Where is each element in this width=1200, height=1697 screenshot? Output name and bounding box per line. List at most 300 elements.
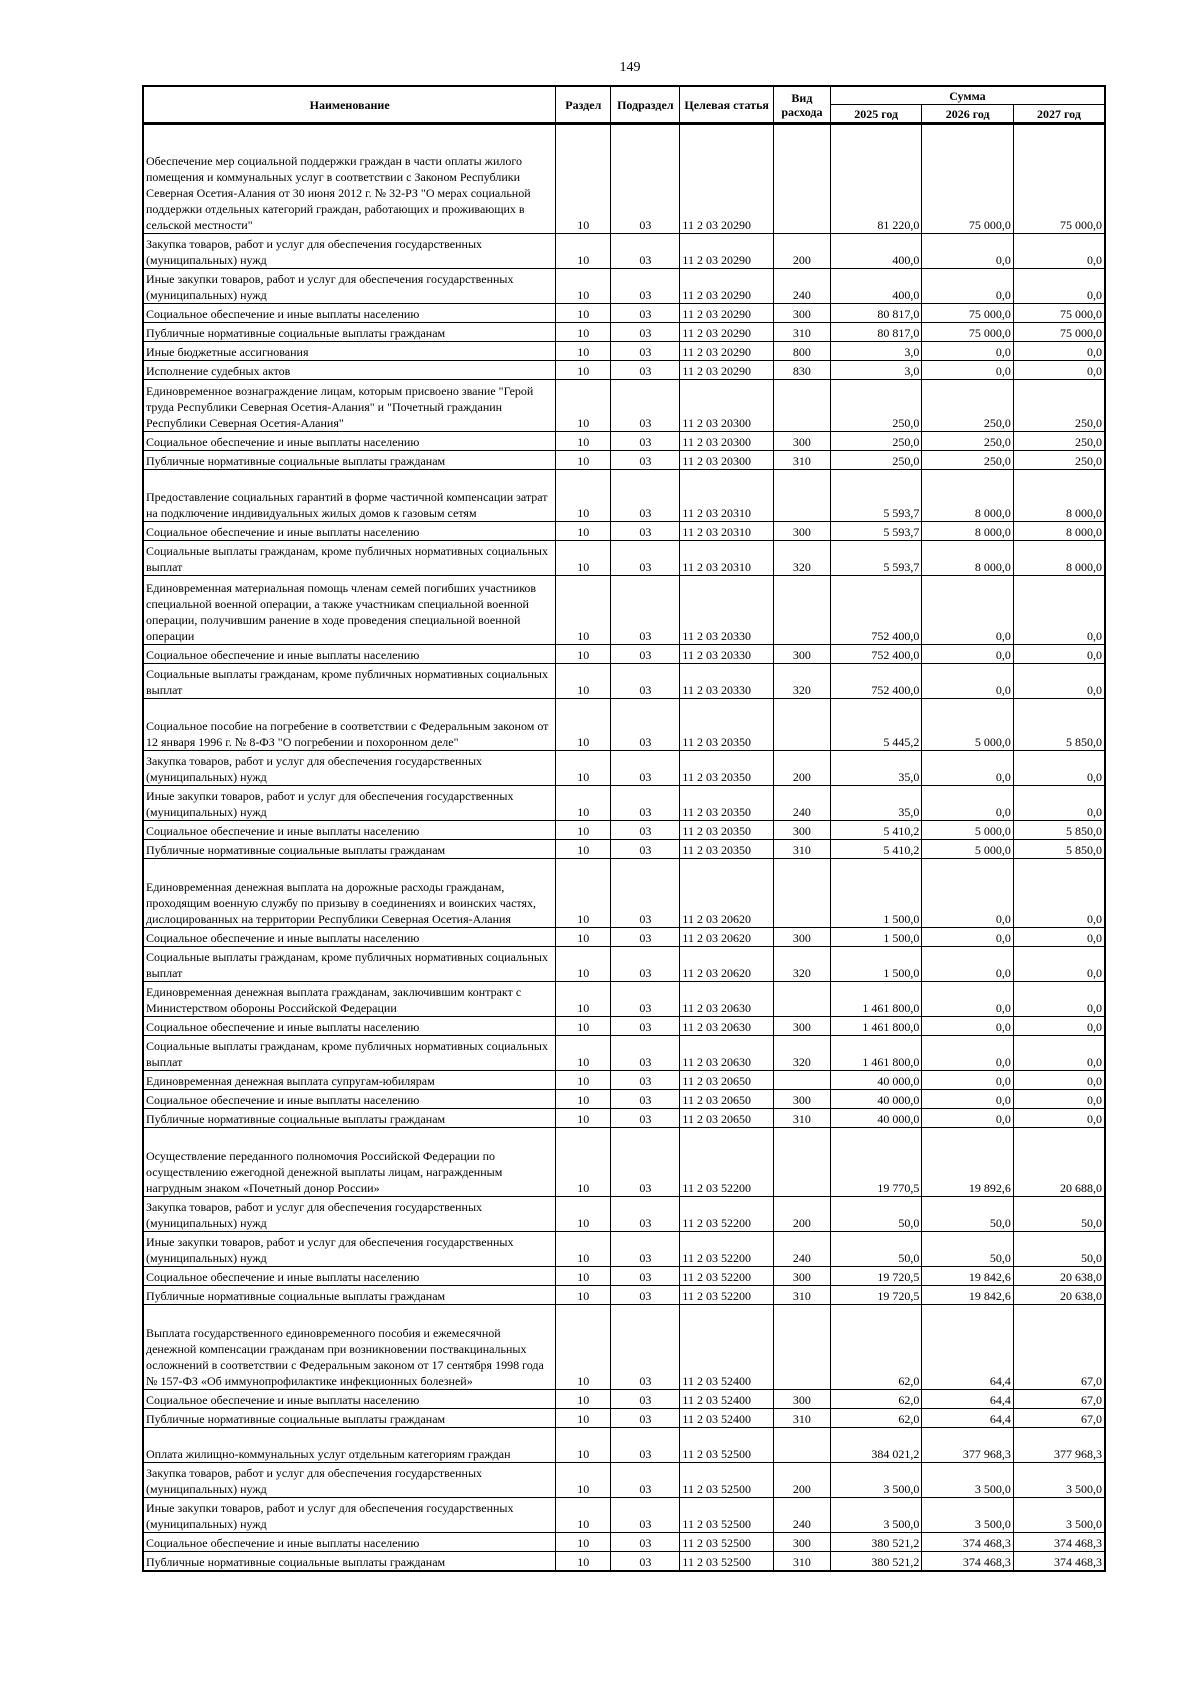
table-row <box>143 821 1105 840</box>
table-row <box>143 541 1105 576</box>
table-row <box>143 269 1105 304</box>
row-target: 11 2 03 20310 <box>680 470 774 522</box>
row-name: Публичные нормативные социальные выплаты гражданам <box>143 1109 556 1128</box>
table-row <box>143 1533 1105 1552</box>
row-amount-2026: 8 000,0 <box>922 470 1014 522</box>
table-row <box>143 859 1105 928</box>
row-subsection: 03 <box>611 1390 680 1409</box>
row-kind <box>773 576 830 645</box>
row-section: 10 <box>556 451 611 470</box>
row-section: 10 <box>556 269 611 304</box>
row-subsection: 03 <box>611 1552 680 1571</box>
row-name: Закупка товаров, работ и услуг для обеспечения государственных (муниципальных) нужд <box>143 751 556 786</box>
row-amount-2026: 0,0 <box>922 947 1014 982</box>
row-amount-2026: 0,0 <box>922 576 1014 645</box>
row-amount-2025: 62,0 <box>830 1390 922 1409</box>
row-amount-2026: 3 500,0 <box>922 1498 1014 1533</box>
row-section: 10 <box>556 361 611 380</box>
table-row <box>143 1390 1105 1409</box>
row-name: Социальное обеспечение и иные выплаты населению <box>143 1390 556 1409</box>
row-subsection: 03 <box>611 699 680 751</box>
row-kind: 300 <box>773 928 830 947</box>
row-target: 11 2 03 20290 <box>680 234 774 269</box>
row-amount-2025: 5 593,7 <box>830 541 922 576</box>
row-section: 10 <box>556 1463 611 1498</box>
row-name: Социальные выплаты гражданам, кроме публичных нормативных социальных выплат <box>143 947 556 982</box>
table-row <box>143 432 1105 451</box>
row-kind: 240 <box>773 1498 830 1533</box>
header-target: Целевая статья <box>680 86 774 124</box>
row-amount-2026: 0,0 <box>922 982 1014 1017</box>
row-section: 10 <box>556 928 611 947</box>
row-name: Публичные нормативные социальные выплаты гражданам <box>143 1409 556 1428</box>
table-row <box>143 361 1105 380</box>
row-amount-2027: 0,0 <box>1013 947 1105 982</box>
row-kind: 310 <box>773 1409 830 1428</box>
row-amount-2025: 19 720,5 <box>830 1286 922 1305</box>
table-row <box>143 1197 1105 1232</box>
row-section: 10 <box>556 1267 611 1286</box>
table-row <box>143 1071 1105 1090</box>
row-name: Публичные нормативные социальные выплаты гражданам <box>143 840 556 859</box>
row-name: Социальное обеспечение и иные выплаты населению <box>143 1533 556 1552</box>
row-target: 11 2 03 20330 <box>680 576 774 645</box>
row-kind <box>773 470 830 522</box>
row-amount-2026: 0,0 <box>922 234 1014 269</box>
row-target: 11 2 03 52200 <box>680 1286 774 1305</box>
row-target: 11 2 03 52200 <box>680 1232 774 1267</box>
row-name: Социальные выплаты гражданам, кроме публичных нормативных социальных выплат <box>143 1036 556 1071</box>
row-subsection: 03 <box>611 1109 680 1128</box>
row-name: Иные закупки товаров, работ и услуг для обеспечения государственных (муниципальных) нужд <box>143 269 556 304</box>
table-row <box>143 947 1105 982</box>
row-amount-2025: 19 770,5 <box>830 1128 922 1197</box>
row-name: Социальные выплаты гражданам, кроме публичных нормативных социальных выплат <box>143 664 556 699</box>
row-amount-2027: 5 850,0 <box>1013 840 1105 859</box>
row-amount-2026: 19 892,6 <box>922 1128 1014 1197</box>
row-subsection: 03 <box>611 432 680 451</box>
row-name: Социальное обеспечение и иные выплаты населению <box>143 821 556 840</box>
row-name: Социальное обеспечение и иные выплаты населению <box>143 1017 556 1036</box>
row-amount-2026: 0,0 <box>922 786 1014 821</box>
row-kind: 200 <box>773 234 830 269</box>
row-amount-2026: 374 468,3 <box>922 1533 1014 1552</box>
header-kind: Вид расхода <box>773 86 830 124</box>
row-amount-2027: 0,0 <box>1013 361 1105 380</box>
row-target: 11 2 03 52500 <box>680 1428 774 1463</box>
row-amount-2025: 40 000,0 <box>830 1071 922 1090</box>
row-target: 11 2 03 20350 <box>680 751 774 786</box>
header-subsection: Подраздел <box>611 86 680 124</box>
row-kind: 200 <box>773 1463 830 1498</box>
row-target: 11 2 03 20300 <box>680 380 774 432</box>
row-kind: 240 <box>773 1232 830 1267</box>
row-section: 10 <box>556 982 611 1017</box>
row-amount-2027: 374 468,3 <box>1013 1552 1105 1571</box>
row-section: 10 <box>556 1498 611 1533</box>
row-amount-2025: 1 461 800,0 <box>830 982 922 1017</box>
row-section: 10 <box>556 323 611 342</box>
row-name: Единовременная денежная выплата гражданам, заключившим контракт с Министерством обороны Российской Федерации <box>143 982 556 1017</box>
row-target: 11 2 03 52200 <box>680 1128 774 1197</box>
row-amount-2025: 62,0 <box>830 1409 922 1428</box>
row-amount-2027: 67,0 <box>1013 1305 1105 1390</box>
row-name: Единовременная денежная выплата на дорожные расходы гражданам, проходящим военную службу по призыву в соединениях и воинских частях, дислоцированных на территории Республики Северная Осетия-Алания <box>143 859 556 928</box>
row-target: 11 2 03 20290 <box>680 342 774 361</box>
row-amount-2027: 67,0 <box>1013 1409 1105 1428</box>
row-kind <box>773 124 830 234</box>
row-amount-2025: 35,0 <box>830 751 922 786</box>
row-target: 11 2 03 52400 <box>680 1409 774 1428</box>
row-amount-2025: 80 817,0 <box>830 323 922 342</box>
row-amount-2026: 0,0 <box>922 664 1014 699</box>
row-kind: 300 <box>773 1390 830 1409</box>
row-subsection: 03 <box>611 1267 680 1286</box>
row-amount-2027: 0,0 <box>1013 786 1105 821</box>
row-subsection: 03 <box>611 1498 680 1533</box>
table-row <box>143 982 1105 1017</box>
table-row <box>143 323 1105 342</box>
row-amount-2026: 19 842,6 <box>922 1286 1014 1305</box>
row-amount-2025: 3,0 <box>830 342 922 361</box>
row-section: 10 <box>556 786 611 821</box>
row-amount-2027: 5 850,0 <box>1013 821 1105 840</box>
row-target: 11 2 03 20290 <box>680 269 774 304</box>
row-amount-2027: 67,0 <box>1013 1390 1105 1409</box>
row-amount-2025: 62,0 <box>830 1305 922 1390</box>
row-target: 11 2 03 20290 <box>680 304 774 323</box>
row-amount-2027: 50,0 <box>1013 1232 1105 1267</box>
row-amount-2025: 1 500,0 <box>830 928 922 947</box>
row-amount-2026: 64,4 <box>922 1305 1014 1390</box>
table-row <box>143 470 1105 522</box>
row-section: 10 <box>556 1232 611 1267</box>
row-kind: 310 <box>773 1109 830 1128</box>
row-amount-2025: 250,0 <box>830 432 922 451</box>
row-target: 11 2 03 20300 <box>680 451 774 470</box>
row-section: 10 <box>556 1071 611 1090</box>
row-amount-2027: 0,0 <box>1013 234 1105 269</box>
row-amount-2026: 377 968,3 <box>922 1428 1014 1463</box>
row-target: 11 2 03 20630 <box>680 1036 774 1071</box>
table-row <box>143 576 1105 645</box>
header-year-2026: 2026 год <box>922 105 1014 124</box>
table-row <box>143 451 1105 470</box>
row-subsection: 03 <box>611 323 680 342</box>
row-section: 10 <box>556 304 611 323</box>
row-kind: 310 <box>773 1552 830 1571</box>
row-kind: 240 <box>773 269 830 304</box>
row-amount-2027: 3 500,0 <box>1013 1463 1105 1498</box>
row-subsection: 03 <box>611 840 680 859</box>
row-subsection: 03 <box>611 928 680 947</box>
table-row <box>143 1090 1105 1109</box>
row-kind: 310 <box>773 451 830 470</box>
row-amount-2025: 384 021,2 <box>830 1428 922 1463</box>
table-row <box>143 1036 1105 1071</box>
row-amount-2027: 3 500,0 <box>1013 1498 1105 1533</box>
row-subsection: 03 <box>611 124 680 234</box>
row-section: 10 <box>556 1090 611 1109</box>
row-amount-2027: 0,0 <box>1013 1090 1105 1109</box>
row-amount-2026: 250,0 <box>922 432 1014 451</box>
page-number: 149 <box>619 60 641 75</box>
row-amount-2027: 50,0 <box>1013 1197 1105 1232</box>
row-target: 11 2 03 20290 <box>680 323 774 342</box>
row-subsection: 03 <box>611 470 680 522</box>
table-row <box>143 1286 1105 1305</box>
row-amount-2026: 0,0 <box>922 1090 1014 1109</box>
row-subsection: 03 <box>611 1533 680 1552</box>
row-name: Иные бюджетные ассигнования <box>143 342 556 361</box>
row-target: 11 2 03 20350 <box>680 821 774 840</box>
row-name: Выплата государственного единовременного пособия и ежемесячной денежной компенсации гражданам при возникновении поствакцинальных осложнений в соответствии с Федеральным законом от 17 сентября 1998 года № 157-ФЗ «Об иммунопрофилактике инфекционных болезней» <box>143 1305 556 1390</box>
row-name: Единовременное вознаграждение лицам, которым присвоено звание "Герой труда Республики Северная Осетия-Алания" и "Почетный гражданин Республики Северная Осетия-Алания" <box>143 380 556 432</box>
row-section: 10 <box>556 124 611 234</box>
row-kind: 200 <box>773 751 830 786</box>
table-row <box>143 1232 1105 1267</box>
row-amount-2026: 75 000,0 <box>922 323 1014 342</box>
row-amount-2026: 3 500,0 <box>922 1463 1014 1498</box>
row-amount-2026: 64,4 <box>922 1409 1014 1428</box>
row-name: Закупка товаров, работ и услуг для обеспечения государственных (муниципальных) нужд <box>143 1463 556 1498</box>
row-amount-2027: 20 638,0 <box>1013 1267 1105 1286</box>
row-target: 11 2 03 20350 <box>680 786 774 821</box>
row-target: 11 2 03 20650 <box>680 1109 774 1128</box>
row-subsection: 03 <box>611 576 680 645</box>
row-section: 10 <box>556 1390 611 1409</box>
row-amount-2026: 0,0 <box>922 1036 1014 1071</box>
row-subsection: 03 <box>611 1197 680 1232</box>
row-target: 11 2 03 20290 <box>680 124 774 234</box>
row-amount-2025: 250,0 <box>830 380 922 432</box>
table-row <box>143 1498 1105 1533</box>
table-row <box>143 840 1105 859</box>
row-kind: 300 <box>773 821 830 840</box>
table-row <box>143 1305 1105 1390</box>
row-amount-2026: 19 842,6 <box>922 1267 1014 1286</box>
header-year-2025: 2025 год <box>830 105 922 124</box>
table-row <box>143 522 1105 541</box>
row-target: 11 2 03 52200 <box>680 1197 774 1232</box>
row-target: 11 2 03 20630 <box>680 982 774 1017</box>
table-row <box>143 699 1105 751</box>
row-kind: 320 <box>773 541 830 576</box>
row-subsection: 03 <box>611 821 680 840</box>
row-amount-2025: 3 500,0 <box>830 1463 922 1498</box>
row-target: 11 2 03 52500 <box>680 1498 774 1533</box>
row-name: Закупка товаров, работ и услуг для обеспечения государственных (муниципальных) нужд <box>143 234 556 269</box>
row-amount-2025: 5 410,2 <box>830 840 922 859</box>
row-amount-2027: 0,0 <box>1013 1036 1105 1071</box>
budget-table <box>142 85 1106 1572</box>
row-amount-2025: 752 400,0 <box>830 645 922 664</box>
row-target: 11 2 03 20330 <box>680 645 774 664</box>
row-amount-2026: 75 000,0 <box>922 304 1014 323</box>
table-row <box>143 786 1105 821</box>
row-amount-2026: 8 000,0 <box>922 522 1014 541</box>
row-name: Оплата жилищно-коммунальных услуг отдельным категориям граждан <box>143 1428 556 1463</box>
table-row <box>143 304 1105 323</box>
row-amount-2027: 0,0 <box>1013 342 1105 361</box>
row-target: 11 2 03 20290 <box>680 361 774 380</box>
row-name: Публичные нормативные социальные выплаты гражданам <box>143 451 556 470</box>
row-kind: 320 <box>773 947 830 982</box>
row-subsection: 03 <box>611 1409 680 1428</box>
row-target: 11 2 03 20310 <box>680 522 774 541</box>
row-amount-2025: 5 593,7 <box>830 470 922 522</box>
row-amount-2027: 5 850,0 <box>1013 699 1105 751</box>
row-amount-2025: 3,0 <box>830 361 922 380</box>
row-section: 10 <box>556 1109 611 1128</box>
row-section: 10 <box>556 947 611 982</box>
row-amount-2026: 0,0 <box>922 751 1014 786</box>
row-name: Социальное обеспечение и иные выплаты населению <box>143 1090 556 1109</box>
row-amount-2027: 374 468,3 <box>1013 1533 1105 1552</box>
row-amount-2027: 0,0 <box>1013 1109 1105 1128</box>
row-amount-2027: 8 000,0 <box>1013 522 1105 541</box>
row-amount-2025: 250,0 <box>830 451 922 470</box>
row-kind: 310 <box>773 1286 830 1305</box>
row-amount-2026: 250,0 <box>922 380 1014 432</box>
row-name: Социальное обеспечение и иные выплаты населению <box>143 928 556 947</box>
row-subsection: 03 <box>611 982 680 1017</box>
row-name: Предоставление социальных гарантий в форме частичной компенсации затрат на подключение индивидуальных жилых домов к газовым сетям <box>143 470 556 522</box>
row-kind: 240 <box>773 786 830 821</box>
table-row <box>143 234 1105 269</box>
row-amount-2027: 0,0 <box>1013 751 1105 786</box>
row-amount-2025: 400,0 <box>830 234 922 269</box>
row-amount-2027: 250,0 <box>1013 451 1105 470</box>
row-kind: 300 <box>773 1267 830 1286</box>
row-name: Обеспечение мер социальной поддержки граждан в части оплаты жилого помещения и коммунальных услуг в соответствии с Законом Республики Северная Осетия-Алания от 30 июня 2012 г. № 32-РЗ "О мерах социальной поддержки отдельных категорий граждан, работающих и проживающих в сельской местности" <box>143 124 556 234</box>
row-section: 10 <box>556 432 611 451</box>
row-kind: 800 <box>773 342 830 361</box>
row-amount-2025: 40 000,0 <box>830 1109 922 1128</box>
row-name: Публичные нормативные социальные выплаты гражданам <box>143 1552 556 1571</box>
row-amount-2027: 0,0 <box>1013 859 1105 928</box>
row-amount-2026: 0,0 <box>922 1071 1014 1090</box>
row-kind: 320 <box>773 664 830 699</box>
row-section: 10 <box>556 1428 611 1463</box>
row-amount-2027: 8 000,0 <box>1013 541 1105 576</box>
table-row <box>143 1552 1105 1571</box>
row-kind: 300 <box>773 645 830 664</box>
row-kind <box>773 982 830 1017</box>
table-row <box>143 751 1105 786</box>
row-amount-2027: 250,0 <box>1013 380 1105 432</box>
row-section: 10 <box>556 821 611 840</box>
row-kind: 200 <box>773 1197 830 1232</box>
row-section: 10 <box>556 234 611 269</box>
row-kind: 830 <box>773 361 830 380</box>
row-section: 10 <box>556 522 611 541</box>
row-subsection: 03 <box>611 342 680 361</box>
row-subsection: 03 <box>611 234 680 269</box>
row-amount-2026: 0,0 <box>922 269 1014 304</box>
row-subsection: 03 <box>611 859 680 928</box>
row-target: 11 2 03 20620 <box>680 947 774 982</box>
row-amount-2026: 5 000,0 <box>922 821 1014 840</box>
header-name: Наименование <box>143 86 556 124</box>
row-target: 11 2 03 52200 <box>680 1267 774 1286</box>
row-subsection: 03 <box>611 361 680 380</box>
row-section: 10 <box>556 576 611 645</box>
row-amount-2025: 19 720,5 <box>830 1267 922 1286</box>
row-subsection: 03 <box>611 751 680 786</box>
row-target: 11 2 03 20650 <box>680 1090 774 1109</box>
row-amount-2027: 75 000,0 <box>1013 304 1105 323</box>
row-target: 11 2 03 20620 <box>680 859 774 928</box>
row-amount-2027: 0,0 <box>1013 1017 1105 1036</box>
table-row <box>143 664 1105 699</box>
row-kind: 300 <box>773 432 830 451</box>
row-amount-2026: 0,0 <box>922 928 1014 947</box>
row-name: Иные закупки товаров, работ и услуг для обеспечения государственных (муниципальных) нужд <box>143 786 556 821</box>
row-target: 11 2 03 52500 <box>680 1552 774 1571</box>
row-section: 10 <box>556 664 611 699</box>
row-section: 10 <box>556 840 611 859</box>
row-subsection: 03 <box>611 786 680 821</box>
row-subsection: 03 <box>611 269 680 304</box>
row-amount-2027: 8 000,0 <box>1013 470 1105 522</box>
row-amount-2027: 377 968,3 <box>1013 1428 1105 1463</box>
row-kind: 320 <box>773 1036 830 1071</box>
row-amount-2026: 8 000,0 <box>922 541 1014 576</box>
row-kind: 300 <box>773 304 830 323</box>
row-amount-2025: 40 000,0 <box>830 1090 922 1109</box>
table-row <box>143 1128 1105 1197</box>
table-row <box>143 1109 1105 1128</box>
table-body <box>143 124 1105 1571</box>
row-amount-2026: 0,0 <box>922 1017 1014 1036</box>
table-row <box>143 380 1105 432</box>
table-row <box>143 1017 1105 1036</box>
row-amount-2027: 75 000,0 <box>1013 124 1105 234</box>
row-name: Социальное обеспечение и иные выплаты населению <box>143 304 556 323</box>
row-target: 11 2 03 20300 <box>680 432 774 451</box>
row-kind: 300 <box>773 522 830 541</box>
row-amount-2026: 0,0 <box>922 859 1014 928</box>
row-subsection: 03 <box>611 1071 680 1090</box>
row-subsection: 03 <box>611 1305 680 1390</box>
table-row <box>143 645 1105 664</box>
row-amount-2027: 250,0 <box>1013 432 1105 451</box>
row-subsection: 03 <box>611 1017 680 1036</box>
row-subsection: 03 <box>611 1428 680 1463</box>
row-section: 10 <box>556 1036 611 1071</box>
row-amount-2026: 0,0 <box>922 645 1014 664</box>
row-kind: 300 <box>773 1090 830 1109</box>
row-amount-2025: 1 461 800,0 <box>830 1036 922 1071</box>
row-subsection: 03 <box>611 1090 680 1109</box>
row-section: 10 <box>556 1409 611 1428</box>
table-row <box>143 1409 1105 1428</box>
row-amount-2025: 380 521,2 <box>830 1552 922 1571</box>
header-year-2027: 2027 год <box>1013 105 1105 124</box>
row-name: Социальное обеспечение и иные выплаты населению <box>143 1267 556 1286</box>
row-kind <box>773 1428 830 1463</box>
row-amount-2025: 752 400,0 <box>830 576 922 645</box>
row-name: Иные закупки товаров, работ и услуг для обеспечения государственных (муниципальных) нужд <box>143 1232 556 1267</box>
row-section: 10 <box>556 1286 611 1305</box>
row-subsection: 03 <box>611 451 680 470</box>
row-amount-2025: 400,0 <box>830 269 922 304</box>
row-target: 11 2 03 52400 <box>680 1305 774 1390</box>
row-subsection: 03 <box>611 522 680 541</box>
row-kind: 300 <box>773 1017 830 1036</box>
row-target: 11 2 03 20620 <box>680 928 774 947</box>
